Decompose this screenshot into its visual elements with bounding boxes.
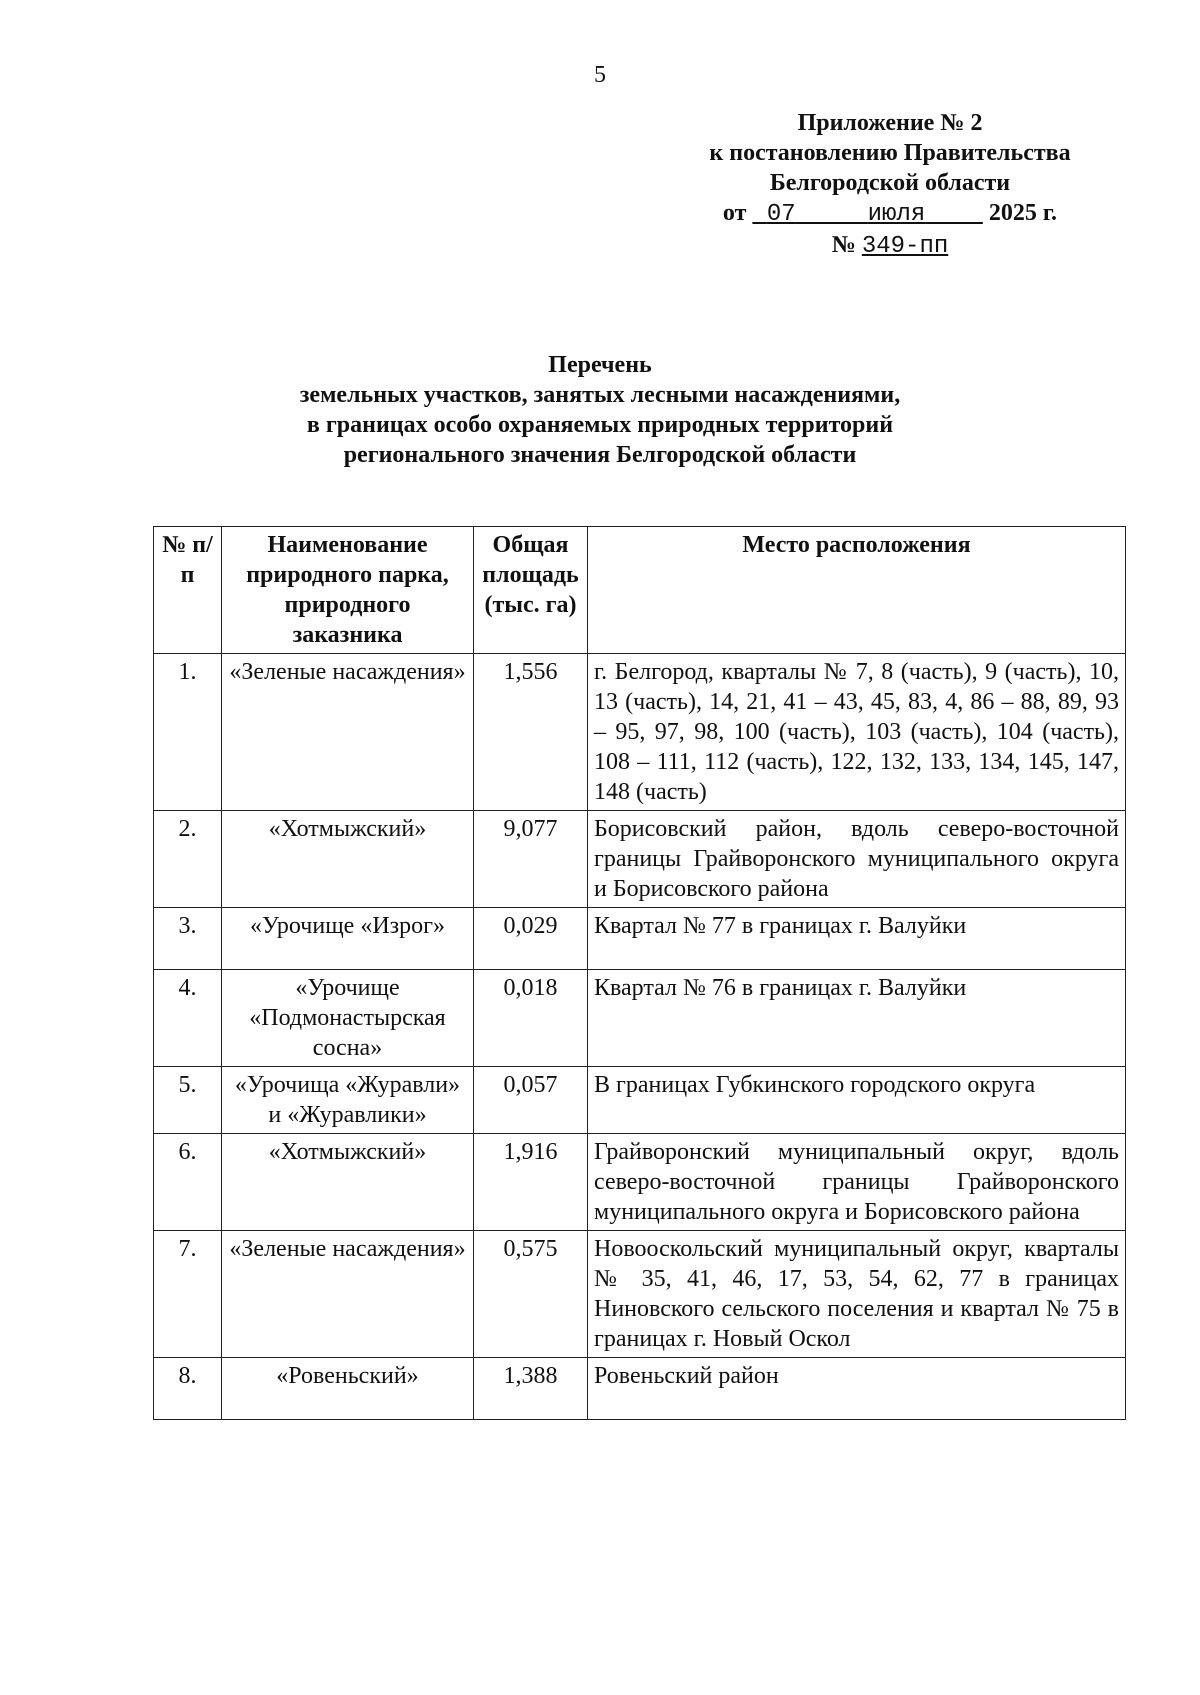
row-num: 3. xyxy=(154,908,222,970)
row-name: «Урочище «Подмонастырская сосна» xyxy=(222,970,474,1067)
date-year: 2025 г. xyxy=(988,200,1058,226)
row-location: Борисовский район, вдоль северо-восточной границы Грайворонского муниципального округа и Борисовского района xyxy=(588,811,1126,908)
title-line-4: регионального значения Белгородской области xyxy=(343,442,857,468)
table-row xyxy=(154,1134,1126,1231)
table-row xyxy=(154,654,1126,811)
date-day: 07 xyxy=(766,201,796,228)
row-num: 7. xyxy=(154,1231,222,1358)
date-month: июля xyxy=(867,201,926,228)
row-name: «Зеленые насаждения» xyxy=(222,654,474,811)
row-area: 0,057 xyxy=(474,1067,588,1134)
table-row xyxy=(154,811,1126,908)
header-location: Место расположения xyxy=(588,527,1126,654)
title-line-3: в границах особо охраняемых природных территорий xyxy=(306,412,894,438)
row-area: 1,556 xyxy=(474,654,588,811)
row-area: 0,029 xyxy=(474,908,588,970)
row-num: 8. xyxy=(154,1358,222,1420)
number-value: 349-пп xyxy=(861,233,949,260)
appendix-date xyxy=(660,198,1120,230)
row-name: «Ровеньский» xyxy=(222,1358,474,1420)
appendix-title: Приложение № 2 xyxy=(797,110,983,136)
row-name: «Урочище «Изрог» xyxy=(222,908,474,970)
table-header-row xyxy=(154,527,1126,654)
row-area: 1,388 xyxy=(474,1358,588,1420)
row-num: 4. xyxy=(154,970,222,1067)
land-plots-table xyxy=(153,526,1126,1420)
date-prefix: от xyxy=(722,200,747,226)
row-location: г. Белгород, кварталы № 7, 8 (часть), 9 (часть), 10, 13 (часть), 14, 21, 41 – 43, 45, 83, 4, 86 – 88, 89, 93 – 95, 97, 98, 100 (часть), 103 (часть), 104 (часть), 108 – 111, 112 (часть), 122, 132, 133, 134, 145, 147, 148 (часть) xyxy=(588,654,1126,811)
row-name: «Хотмыжский» xyxy=(222,1134,474,1231)
appendix-decree: к постановлению Правительства xyxy=(709,140,1071,166)
row-location: Квартал № 76 в границах г. Валуйки xyxy=(588,970,1126,1067)
header-num: № п/п xyxy=(154,527,222,654)
appendix-number xyxy=(660,230,1120,262)
row-num: 1. xyxy=(154,654,222,811)
row-location: В границах Губкинского городского округа xyxy=(588,1067,1126,1134)
row-name: «Зеленые насаждения» xyxy=(222,1231,474,1358)
row-area: 0,575 xyxy=(474,1231,588,1358)
row-location: Ровеньский район xyxy=(588,1358,1126,1420)
row-area: 9,077 xyxy=(474,811,588,908)
row-area: 0,018 xyxy=(474,970,588,1067)
number-prefix: № xyxy=(831,232,856,258)
appendix-header xyxy=(660,108,1120,262)
table-row xyxy=(154,1231,1126,1358)
table-row xyxy=(154,1067,1126,1134)
header-name: Наименование природного парка, природного заказника xyxy=(222,527,474,654)
row-location: Новооскольский муниципальный округ, кварталы № 35, 41, 46, 17, 53, 54, 62, 77 в границах Ниновского сельского поселения и квартал № 75 в границах г. Новый Оскол xyxy=(588,1231,1126,1358)
document-title xyxy=(180,350,1020,470)
row-num: 5. xyxy=(154,1067,222,1134)
row-area: 1,916 xyxy=(474,1134,588,1231)
row-location: Квартал № 77 в границах г. Валуйки xyxy=(588,908,1126,970)
row-name: «Урочища «Журавли» и «Журавлики» xyxy=(222,1067,474,1134)
table-row xyxy=(154,970,1126,1067)
title-line-1: Перечень xyxy=(548,352,652,378)
appendix-region: Белгородской области xyxy=(769,170,1011,196)
table-row xyxy=(154,908,1126,970)
page-number: 5 xyxy=(594,62,606,88)
header-area: Общая площадь (тыс. га) xyxy=(474,527,588,654)
row-name: «Хотмыжский» xyxy=(222,811,474,908)
row-num: 2. xyxy=(154,811,222,908)
row-location: Грайворонский муниципальный округ, вдоль северо-восточной границы Грайворонского муниципального округа и Борисовского района xyxy=(588,1134,1126,1231)
title-line-2: земельных участков, занятых лесными насаждениями, xyxy=(299,382,901,408)
table-row xyxy=(154,1358,1126,1420)
row-num: 6. xyxy=(154,1134,222,1231)
